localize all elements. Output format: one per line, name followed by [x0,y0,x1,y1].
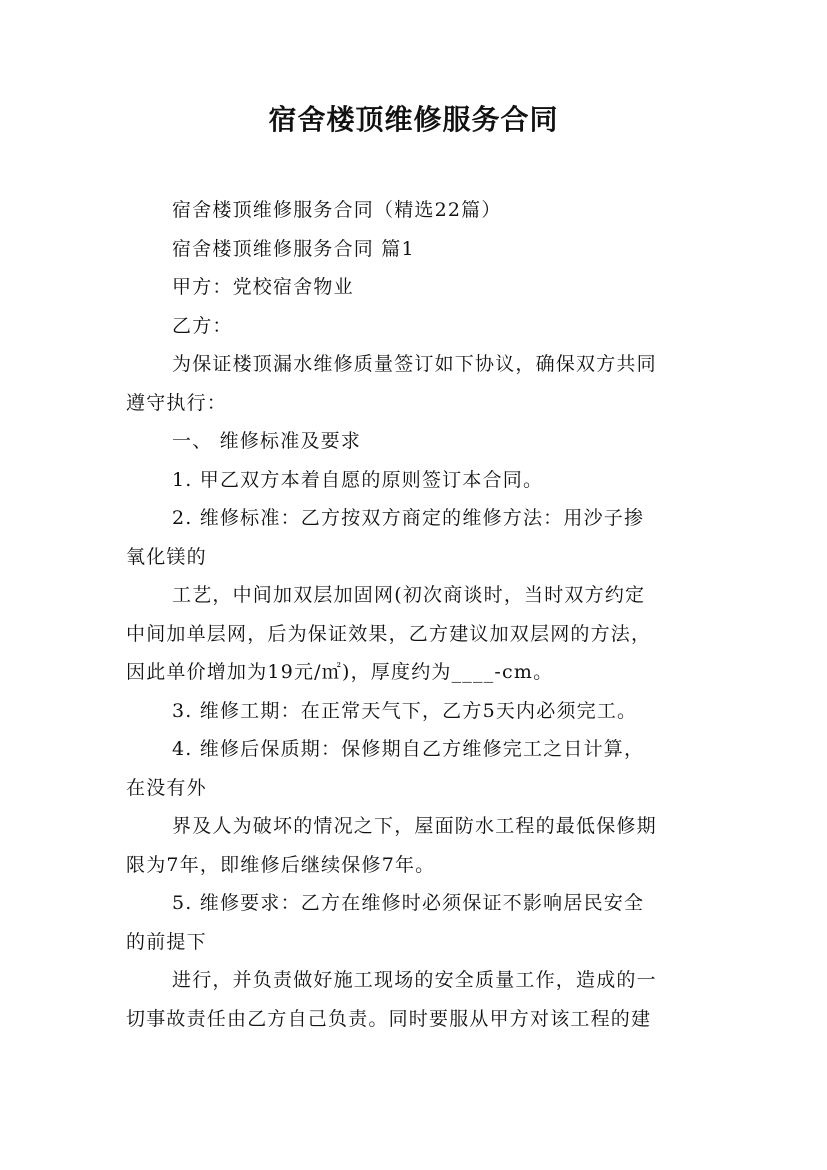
paragraph [126,307,711,346]
paragraph-line: 4. 维修后保质期：保修期自乙方维修完工之日计算， [172,738,645,760]
paragraph-line: 的前提下 [126,930,207,953]
paragraph-line: 5. 维修要求：乙方在维修时必须保证不影响居民安全 [172,892,645,914]
paragraph [126,961,711,1000]
paragraph [126,461,711,500]
paragraph-line: 界及人为破坏的情况之下，屋面防水工程的最低保修期 [172,815,657,837]
paragraph-line: 遵守执行： [126,391,228,414]
paragraph [126,422,711,461]
paragraph-line: 乙方： [172,314,233,337]
paragraph-line: 甲方：党校宿舍物业 [172,276,354,298]
paragraph [126,769,711,808]
paragraph [126,884,711,923]
paragraph [126,384,711,423]
paragraph [126,692,711,731]
paragraph [126,923,711,962]
paragraph [126,730,711,769]
paragraph [126,615,711,692]
paragraph-line: 为保证楼顶漏水维修质量签订如下协议，确保双方共同 [172,353,657,375]
paragraph-line: 工艺，中间加双层加固网(初次商谈时，当时双方约定 [172,584,646,606]
paragraph-line: 宿舍楼顶维修服务合同（精选22篇） [172,199,502,221]
paragraph-line: 1. 甲乙双方本着自愿的原则签订本合同。 [172,468,544,491]
paragraph [126,538,711,577]
paragraph-line: 中间加单层网，后为保证效果，乙方建议加双层网的方法， [126,622,652,645]
paragraph [126,499,711,538]
paragraph-line: 在没有外 [126,776,207,799]
paragraph-line: 2. 维修标准：乙方按双方商定的维修方法：用沙子掺 [172,507,645,529]
paragraph [126,1000,711,1039]
paragraph [126,230,711,269]
paragraph [126,345,711,384]
paragraph-line: 限为7年，即维修后继续保修7年。 [126,853,436,876]
paragraph-line: 氧化镁的 [126,545,207,568]
document-body [126,191,711,1038]
paragraph-line: 进行，并负责做好施工现场的安全质量工作，造成的一 [172,969,657,991]
paragraph-line: 宿舍楼顶维修服务合同 篇1 [172,237,415,260]
paragraph-line: 一、 维修标准及要求 [172,430,362,452]
paragraph-line: 3. 维修工期：在正常天气下，乙方5天内必须完工。 [172,699,638,722]
paragraph-line: 切事故责任由乙方自己负责。同时要服从甲方对该工程的建 [126,1007,652,1030]
paragraph-line: 因此单价增加为19元/㎡)，厚度约为____-cm。 [126,661,554,683]
document-title: 宿舍楼顶维修服务合同 [268,103,559,136]
paragraph [126,807,711,846]
paragraph [126,191,711,230]
paragraph [126,268,711,307]
paragraph [126,576,711,615]
paragraph [126,846,711,885]
